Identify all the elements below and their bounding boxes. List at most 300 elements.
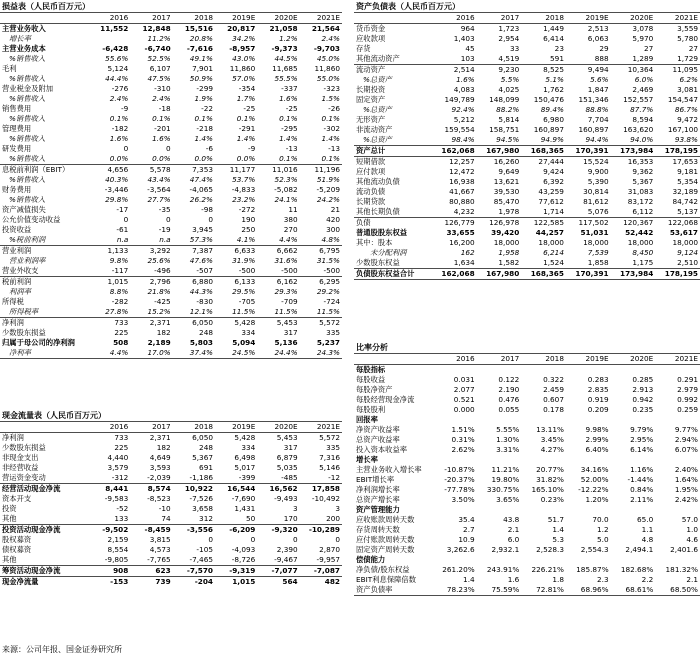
table-row xyxy=(0,215,342,225)
cell-value: -7,765 xyxy=(130,555,172,566)
cell-value: 29 xyxy=(599,44,609,53)
table-row xyxy=(354,535,700,545)
cell-value: 4,083 xyxy=(453,85,475,94)
row-label: 营业利润率 xyxy=(9,256,46,265)
cell-value: 317 xyxy=(283,443,298,452)
cell-value: 52.00% xyxy=(580,475,609,484)
cell-value: 52.5% xyxy=(147,54,171,63)
row-label: %销售收入 xyxy=(9,175,46,184)
table-row xyxy=(0,473,342,484)
cell-value: -4,833 xyxy=(231,185,256,194)
row-label: 资产总计 xyxy=(354,146,432,157)
table-row xyxy=(354,495,700,505)
year-header-row xyxy=(0,13,342,24)
cell-value: 1,714 xyxy=(521,207,566,218)
cell-value: 68.61% xyxy=(611,585,656,596)
cell-value: 0.521 xyxy=(453,395,475,404)
cell-value: 3,078 xyxy=(632,24,654,33)
cell-value: 11,016 xyxy=(272,165,298,174)
cell-value: 0.992 xyxy=(677,395,698,404)
cell-value: -35 xyxy=(158,205,171,214)
table-row xyxy=(0,348,342,359)
cell-value: 6,107 xyxy=(149,64,171,73)
cell-value: 1,175 xyxy=(611,258,656,269)
cell-value: -153 xyxy=(88,577,130,588)
cell-value: -291 xyxy=(238,124,256,133)
cell-value: 1,858 xyxy=(566,258,611,269)
cell-value xyxy=(432,455,477,465)
cell-value: 55.5% xyxy=(274,74,298,83)
cashflow-title: 现金流量表（人民币百万元） xyxy=(0,411,342,422)
cell-value: 1.5% xyxy=(321,94,340,103)
table-row xyxy=(0,307,342,318)
cell-value: 162,068 xyxy=(432,269,477,280)
cell-value: 72.81% xyxy=(521,585,566,596)
cell-value: 117,502 xyxy=(578,218,609,227)
cell-value: 420 xyxy=(326,215,340,224)
row-label: %销售收入 xyxy=(0,154,88,165)
cell-value: 3.50% xyxy=(451,495,475,504)
cell-value: 1.4% xyxy=(279,134,298,143)
cell-value xyxy=(566,365,611,376)
row-label: 股权募资 xyxy=(2,535,32,544)
cell-value: 0.209 xyxy=(587,405,609,414)
cell-value: 185.87% xyxy=(576,565,609,574)
cell-value: 591 xyxy=(521,54,566,65)
cell-value xyxy=(655,365,700,376)
table-row xyxy=(0,24,342,35)
row-label: 资产负债率 xyxy=(354,585,432,596)
cell-value: 16,260 xyxy=(493,157,520,166)
cell-value: 3.45% xyxy=(540,435,564,444)
row-label: 其他长期负债 xyxy=(354,207,432,218)
cell-value: 20.8% xyxy=(189,34,213,43)
cell-value: 5,453 xyxy=(276,433,298,442)
cell-value: 6,795 xyxy=(319,246,340,255)
cell-value: 2.1 xyxy=(507,525,520,534)
cell-value: 17,653 xyxy=(672,157,698,166)
cell-value: 5,136 xyxy=(274,338,298,347)
cell-value: 3.65% xyxy=(496,495,520,504)
year-header-row xyxy=(0,422,342,433)
row-label: 管理费用 xyxy=(2,124,32,133)
row-label: %销售收入 xyxy=(9,74,46,83)
cell-value: 17.0% xyxy=(130,348,172,359)
cell-value xyxy=(477,505,522,515)
year-header: 2018 xyxy=(173,422,215,433)
cell-value: 691 xyxy=(199,463,213,472)
cell-value: -9,583 xyxy=(104,494,129,503)
year-header: 2019E xyxy=(566,13,611,24)
cell-value: -9,502 xyxy=(102,525,129,534)
cell-value: 51.9% xyxy=(316,175,340,184)
cell-value: 18,000 xyxy=(627,238,654,247)
cell-value: 19.80% xyxy=(491,475,520,484)
cell-value: 15,524 xyxy=(583,157,609,166)
row-label: 财务费用 xyxy=(2,185,32,194)
year-header: 2017 xyxy=(130,422,172,433)
table-row xyxy=(0,266,342,277)
cell-value: 5.55% xyxy=(496,425,520,434)
cell-value: 1,289 xyxy=(611,54,656,65)
cell-value: 55.6% xyxy=(105,54,129,63)
cell-value: 24.3% xyxy=(300,348,342,359)
income-statement-panel xyxy=(0,2,342,359)
cell-value: -182 xyxy=(111,124,129,133)
cell-value: -13 xyxy=(328,144,340,153)
cell-value: 162 xyxy=(460,248,475,257)
cell-value: -52 xyxy=(116,504,129,513)
cell-value: 44.4% xyxy=(105,74,129,83)
year-header-row xyxy=(354,13,700,24)
cell-value: -20.37% xyxy=(444,475,475,484)
cell-value: 13,621 xyxy=(493,177,520,186)
cell-value: 18,000 xyxy=(672,238,698,247)
cell-value: 34.2% xyxy=(232,34,256,43)
cell-value: 29.8% xyxy=(105,195,129,204)
year-header: 2017 xyxy=(477,13,522,24)
cell-value: 88.8% xyxy=(585,105,609,114)
row-label: 息税前利润（EBIT） xyxy=(2,165,70,174)
cell-value: 84,742 xyxy=(672,197,698,206)
cell-value: 11,860 xyxy=(229,64,256,73)
cell-value: 173,984 xyxy=(611,269,656,280)
cell-value: 51.7 xyxy=(547,515,564,524)
cell-value: 623 xyxy=(155,566,171,575)
table-row xyxy=(354,515,700,525)
cell-value: 5.6% xyxy=(590,75,609,84)
cell-value xyxy=(432,415,477,425)
cell-value: 83,172 xyxy=(627,197,654,206)
cell-value: 5,124 xyxy=(107,64,129,73)
cell-value: 2.190 xyxy=(498,385,520,394)
row-label: 应付款项 xyxy=(356,167,386,176)
cell-value: 6,050 xyxy=(192,433,213,442)
table-row xyxy=(354,228,700,238)
cell-value: -500 xyxy=(215,266,257,277)
cell-value: 9,900 xyxy=(587,167,609,176)
cell-value: 86.7% xyxy=(674,105,698,114)
year-header: 2016 xyxy=(432,354,477,365)
table-row xyxy=(354,575,700,585)
cell-value: 2,469 xyxy=(632,85,654,94)
row-label: 资产减值损失 xyxy=(2,205,46,214)
table-row xyxy=(354,207,700,218)
cell-value: 23 xyxy=(554,44,564,53)
row-label: 现金净流量 xyxy=(0,577,88,588)
cell-value: 200 xyxy=(300,514,342,525)
cell-value: 10,364 xyxy=(627,65,654,74)
cell-value: 0.122 xyxy=(498,375,520,384)
cell-value: 178,195 xyxy=(655,146,700,157)
cell-value: -5,209 xyxy=(316,185,340,194)
row-label: 所得税率 xyxy=(0,307,88,318)
cell-value: 1,634 xyxy=(432,258,477,269)
cell-value: -9,467 xyxy=(257,555,299,566)
table-row xyxy=(354,405,700,415)
cell-value: 9.8% xyxy=(109,256,129,265)
cell-value: 4,232 xyxy=(432,207,477,218)
table-row xyxy=(0,175,342,185)
cell-value: 1.4% xyxy=(236,134,256,143)
cell-value xyxy=(88,34,130,44)
cell-value: -8,957 xyxy=(229,44,256,53)
cell-value: 89.4% xyxy=(540,105,564,114)
cell-value: 2.42% xyxy=(674,495,698,504)
cell-value: 330.75% xyxy=(486,485,520,494)
cell-value: 6.0% xyxy=(634,75,654,84)
cell-value: 103 xyxy=(432,54,477,65)
table-row xyxy=(0,114,342,124)
row-label: 营业外收支 xyxy=(0,266,88,277)
table-row xyxy=(354,65,700,76)
table-row xyxy=(0,154,342,165)
row-label: 少数股东损益 xyxy=(2,443,46,452)
cell-value: 57.3% xyxy=(173,235,215,246)
cell-value: 334 xyxy=(241,443,256,452)
cell-value: 168,365 xyxy=(521,269,566,280)
cell-value: 27 xyxy=(643,44,654,53)
cell-value: 52.3% xyxy=(274,175,298,184)
table-row xyxy=(354,505,700,515)
cell-value: 508 xyxy=(113,338,129,347)
table-row xyxy=(0,297,342,307)
cell-value: 6,414 xyxy=(543,34,564,43)
row-label: 投入资本收益率 xyxy=(356,445,408,454)
cell-value: 21 xyxy=(330,205,340,214)
cell-value: 0 xyxy=(123,144,129,153)
cell-value: 160,897 xyxy=(578,125,609,134)
cell-value: 248 xyxy=(199,328,213,337)
cell-value: 4,649 xyxy=(149,453,171,462)
cell-value: 5.1% xyxy=(545,75,564,84)
cell-value: -204 xyxy=(173,577,215,588)
cell-value: 8,441 xyxy=(105,484,129,493)
cell-value: 16,353 xyxy=(627,157,654,166)
table-row xyxy=(0,514,342,525)
cell-value: 225 xyxy=(114,443,129,452)
row-label: 未分配利润 xyxy=(370,248,407,257)
cell-value: 1,729 xyxy=(655,54,700,65)
cell-value: 11,860 xyxy=(314,64,340,73)
cell-value xyxy=(611,415,656,425)
cell-value xyxy=(477,415,522,425)
cell-value: 7,539 xyxy=(587,248,609,257)
cell-value: 1,723 xyxy=(498,24,520,33)
row-label: 资本开支 xyxy=(2,494,32,503)
cell-value: -22 xyxy=(201,104,213,113)
cell-value: 2.62% xyxy=(451,445,475,454)
row-label: 每股收益 xyxy=(356,375,386,384)
cell-value: 1.30% xyxy=(496,435,520,444)
cell-value: -7,690 xyxy=(231,494,256,503)
cell-value: 0 xyxy=(208,215,213,224)
cell-value: 2,932.1 xyxy=(491,545,520,554)
cell-value: 225 xyxy=(114,328,129,337)
table-row xyxy=(354,525,700,535)
row-label: %销售收入 xyxy=(9,134,46,143)
cell-value: 3,559 xyxy=(677,24,698,33)
table-row xyxy=(354,115,700,125)
cell-value: 87.7% xyxy=(630,105,654,114)
cell-value: 44.3% xyxy=(189,287,213,296)
cell-value: 964 xyxy=(460,24,475,33)
year-header: 2021E xyxy=(300,422,342,433)
cell-value xyxy=(611,365,656,376)
cell-value: 24.5% xyxy=(215,348,257,359)
row-label: 应收账款周转天数 xyxy=(356,515,415,524)
cell-value: 10,922 xyxy=(184,484,213,493)
cell-value: 70.0 xyxy=(592,515,609,524)
cell-value: 1.6 xyxy=(507,575,520,584)
cell-value: 1.4% xyxy=(321,134,340,143)
cell-value: 3,815 xyxy=(149,535,171,544)
cell-value: 226.21% xyxy=(531,565,564,574)
cell-value: 1.1 xyxy=(641,525,654,534)
year-header: 2021E xyxy=(655,13,700,24)
cell-value: 53,617 xyxy=(669,228,698,237)
cell-value: 3 xyxy=(335,504,340,513)
cell-value: 65.0 xyxy=(637,515,654,524)
cell-value: 3.31% xyxy=(496,445,520,454)
cell-value: 11.2% xyxy=(147,34,171,43)
cell-value: 122,585 xyxy=(533,218,564,227)
cell-value: 1.4 xyxy=(463,575,475,584)
table-row xyxy=(0,44,342,54)
cell-value: 1.0 xyxy=(686,525,698,534)
cell-value: 1.16% xyxy=(630,465,654,474)
cell-value: 0 xyxy=(166,144,171,153)
cell-value: 50 xyxy=(215,514,257,525)
cell-value xyxy=(655,505,700,515)
table-row xyxy=(0,195,342,205)
cell-value: 0.291 xyxy=(677,375,698,384)
cell-value: 181.32% xyxy=(665,565,698,574)
year-header: 2016 xyxy=(88,13,130,24)
cell-value: 4.27% xyxy=(540,445,564,454)
row-label: 销售费用 xyxy=(2,104,32,113)
cell-value: 5,367 xyxy=(192,453,213,462)
cell-value: -105 xyxy=(196,545,213,554)
table-row xyxy=(354,565,700,575)
cell-value: -830 xyxy=(196,297,213,306)
table-row xyxy=(354,248,700,258)
cell-value: 1.4 xyxy=(552,525,564,534)
cell-value: 51,031 xyxy=(580,228,609,237)
cell-value: 6,112 xyxy=(611,207,656,218)
table-row xyxy=(0,545,342,555)
year-header: 2021E xyxy=(655,354,700,365)
cell-value: 45 xyxy=(465,44,475,53)
year-header-blank xyxy=(0,13,88,24)
cell-value: -312 xyxy=(88,473,130,484)
cell-value: 162,068 xyxy=(432,146,477,157)
cell-value xyxy=(566,555,611,565)
row-label: 营运资金变动 xyxy=(0,473,88,484)
cell-value: -9,320 xyxy=(271,525,298,534)
cell-value: 1.6% xyxy=(152,134,171,143)
table-row xyxy=(354,44,700,54)
cell-value: 57.0% xyxy=(232,74,256,83)
cell-value: -485 xyxy=(257,473,299,484)
cell-value: -425 xyxy=(154,297,171,306)
year-header: 2020E xyxy=(611,13,656,24)
cell-value: -25 xyxy=(285,104,298,113)
year-header-row xyxy=(354,354,700,365)
row-label: 长期投资 xyxy=(356,85,386,94)
cell-value: 6,063 xyxy=(587,34,609,43)
row-label: 非现金支出 xyxy=(2,453,39,462)
cell-value: -9,319 xyxy=(229,566,256,575)
row-label: 净利润 xyxy=(2,433,24,442)
cell-value: 26.2% xyxy=(189,195,213,204)
cell-value: 1.7% xyxy=(236,94,256,103)
cell-value: 5,803 xyxy=(189,338,213,347)
cell-value: 16,562 xyxy=(269,484,298,493)
cell-value: 1.9% xyxy=(194,94,213,103)
year-header: 2020E xyxy=(611,354,656,365)
row-label: %总资产 xyxy=(363,105,392,114)
row-label: 每股经营现金净流 xyxy=(356,395,415,404)
table-row xyxy=(354,455,700,465)
table-row xyxy=(354,395,700,405)
table-row xyxy=(0,185,342,195)
table-row xyxy=(0,84,342,94)
cell-value: -8,459 xyxy=(144,525,171,534)
row-label: 每股净资产 xyxy=(356,385,393,394)
cell-value: -18 xyxy=(158,104,171,113)
cell-value: -1,186 xyxy=(173,473,215,484)
cell-value: 57.0 xyxy=(681,515,698,524)
cell-value: 2,954 xyxy=(498,34,520,43)
row-label: 研发费用 xyxy=(2,144,32,153)
cell-value: 47.5% xyxy=(147,74,171,83)
cell-value: -3,556 xyxy=(186,525,213,534)
cell-value: 250 xyxy=(241,225,256,234)
cell-value: -5,082 xyxy=(274,185,298,194)
cell-value: 2,371 xyxy=(149,433,171,442)
cell-value: -12.22% xyxy=(578,485,609,494)
cell-value xyxy=(521,505,566,515)
cell-value: 2.99% xyxy=(585,435,609,444)
cell-value: 9,181 xyxy=(677,167,698,176)
cell-value: -507 xyxy=(173,266,215,277)
cell-value: 126,978 xyxy=(489,218,520,227)
cell-value: 1.6% xyxy=(109,134,129,143)
cell-value: 0.285 xyxy=(632,375,654,384)
cell-value: 0.1% xyxy=(321,114,340,123)
table-row xyxy=(0,566,342,577)
cell-value: 9,424 xyxy=(543,167,564,176)
row-label: %销售收入 xyxy=(9,114,46,123)
row-label: 非流动资产 xyxy=(356,125,393,134)
cell-value: 5,017 xyxy=(234,463,256,472)
cell-value xyxy=(477,365,522,376)
cell-value: 11,095 xyxy=(672,65,698,74)
cell-value: 178,195 xyxy=(655,269,700,280)
cell-value: 11.5% xyxy=(257,307,299,318)
table-row xyxy=(354,445,700,455)
cell-value: 5,970 xyxy=(632,34,654,43)
cell-value: -10.87% xyxy=(444,465,475,474)
table-row xyxy=(354,177,700,187)
cell-value: 43.4% xyxy=(147,175,171,184)
cell-value: -3,564 xyxy=(147,185,171,194)
cell-value xyxy=(432,555,477,565)
cell-value: 55.0% xyxy=(316,74,340,83)
table-row xyxy=(0,433,342,444)
cell-value: -9 xyxy=(248,144,256,153)
